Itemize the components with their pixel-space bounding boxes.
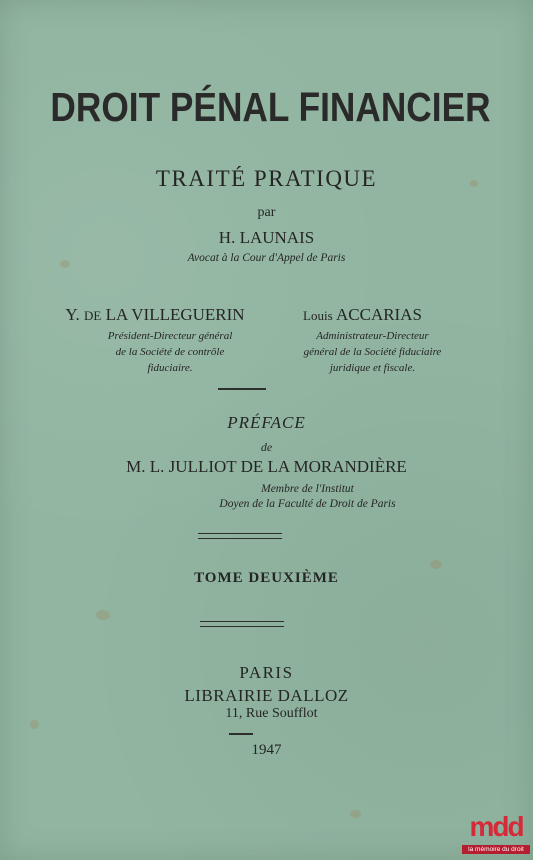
book-subtitle: TRAITÉ PRATIQUE <box>155 166 378 191</box>
double-divider-rule <box>198 533 282 539</box>
publisher-name: LIBRAIRIE DALLOZ <box>184 686 349 705</box>
preface-heading: PRÉFACE <box>227 413 306 432</box>
author-villeguerin-block <box>40 305 270 376</box>
preface-author: M. L. JULLIOT DE LA MORANDIÈRE <box>126 457 407 476</box>
preface-author-role: Membre de l'Institut Doyen de la Faculté de Droit de Paris <box>219 483 396 510</box>
short-rule <box>229 733 253 735</box>
stain-spot <box>430 560 442 569</box>
book-title: DROIT PÉNAL FINANCIER <box>50 84 491 130</box>
publication-year: 1947 <box>251 742 282 758</box>
mdd-logo <box>462 812 530 858</box>
publisher-address: 11, Rue Soufflot <box>225 706 318 721</box>
author-accarias-role: Administrateur-Directeur général de la Société fiduciaire juridique et fiscale. <box>303 330 442 374</box>
author-launais-role: Avocat à la Cour d'Appel de Paris <box>187 252 346 264</box>
volume-label: TOME DEUXIÈME <box>194 570 339 586</box>
mdd-logo-letters: mdd <box>469 811 523 842</box>
author-accarias-name: Louis ACCARIAS <box>303 305 422 324</box>
publisher-city: PARIS <box>239 663 294 682</box>
author-villeguerin-name: Y. DE LA VILLEGUERIN <box>65 305 245 324</box>
author-launais: H. LAUNAIS <box>218 228 315 247</box>
stain-spot <box>350 810 361 818</box>
double-divider-rule <box>200 621 284 627</box>
stain-spot <box>96 610 110 620</box>
divider-rule <box>218 388 266 390</box>
by-word: par <box>257 205 276 220</box>
mdd-logo-tagline: la mémoire du droit <box>462 845 530 854</box>
preface-de: de <box>260 440 273 454</box>
author-accarias-block <box>275 305 450 376</box>
author-villeguerin-role: Président-Directeur général de la Société de contrôle fiduciaire. <box>107 330 233 374</box>
